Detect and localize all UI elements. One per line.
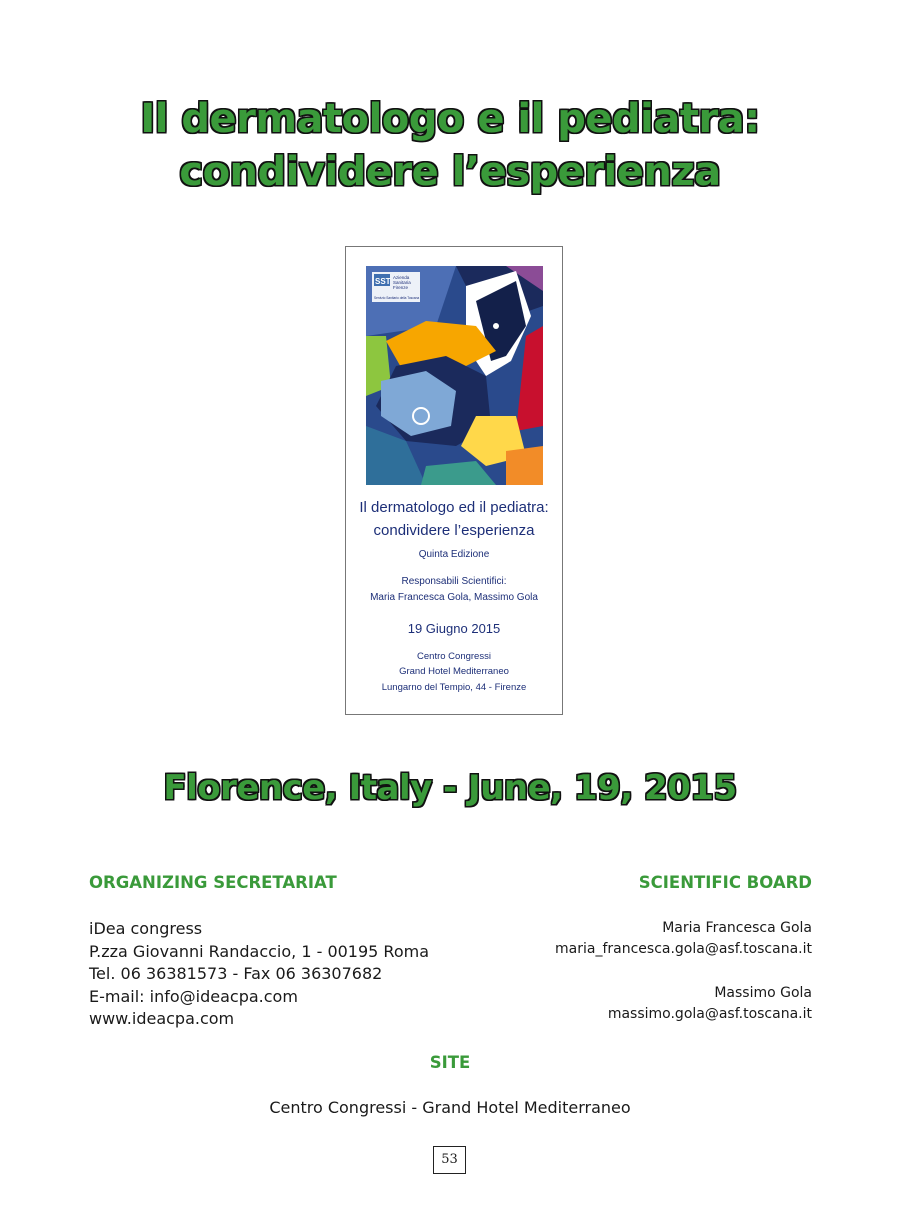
poster-date: 19 Giugno 2015 <box>407 621 501 636</box>
poster-title-line1: Il dermatologo ed il pediatra: <box>359 499 549 516</box>
logo-line3: Firenze <box>393 285 409 290</box>
poster-resp-names: Maria Francesca Gola, Massimo Gola <box>370 592 538 603</box>
logo-footer: Servizio Sanitario della Toscana <box>374 296 420 300</box>
secretariat-name: iDea congress <box>89 919 203 938</box>
logo-line1: Azienda <box>393 275 410 280</box>
site-text: Centro Congressi - Grand Hotel Mediterraneo <box>269 1098 631 1117</box>
logo-line2: Sanitaria <box>393 280 411 285</box>
logo-acronym: SST <box>375 277 391 286</box>
document-title-line2: condividere l’esperienza <box>179 149 721 195</box>
secretariat-email[interactable]: E-mail: info@ideacpa.com <box>89 986 298 1006</box>
document-title-line1: Il dermatologo e il pediatra: <box>140 96 760 142</box>
secretariat-heading: ORGANIZING SECRETARIAT <box>89 873 337 892</box>
poster-venue-line1: Centro Congressi <box>417 651 491 662</box>
scientific-board-details <box>555 918 812 1025</box>
poster-venue-line3: Lungarno del Tempio, 44 - Firenze <box>381 682 527 693</box>
board-member2-name: Massimo Gola <box>714 985 812 1001</box>
board-member1-email[interactable]: maria_francesca.gola@asf.toscana.it <box>555 941 812 957</box>
poster-venue-line2: Grand Hotel Mediterraneo <box>399 666 509 677</box>
location-date-line: Florence, Italy - June, 19, 2015 <box>163 768 737 808</box>
page-number: 53 <box>433 1146 466 1174</box>
secretariat-phone: Tel. 06 36381573 - Fax 06 36307682 <box>89 964 383 983</box>
board-member1-name: Maria Francesca Gola <box>662 920 812 936</box>
event-poster <box>345 246 563 715</box>
secretariat-details <box>89 918 429 1031</box>
site-heading: SITE <box>429 1053 471 1072</box>
poster-resp-label: Responsabili Scientifici: <box>401 576 507 587</box>
secretariat-website[interactable]: www.ideacpa.com <box>89 1009 235 1028</box>
secretariat-address: P.zza Giovanni Randaccio, 1 - 00195 Roma <box>89 941 430 961</box>
scientific-board-heading: SCIENTIFIC BOARD <box>638 873 812 892</box>
poster-edition: Quinta Edizione <box>418 549 490 560</box>
board-member2-email[interactable]: massimo.gola@asf.toscana.it <box>607 1006 812 1022</box>
poster-title-line2: condividere l’esperienza <box>373 522 535 539</box>
poster-artwork <box>366 266 543 485</box>
